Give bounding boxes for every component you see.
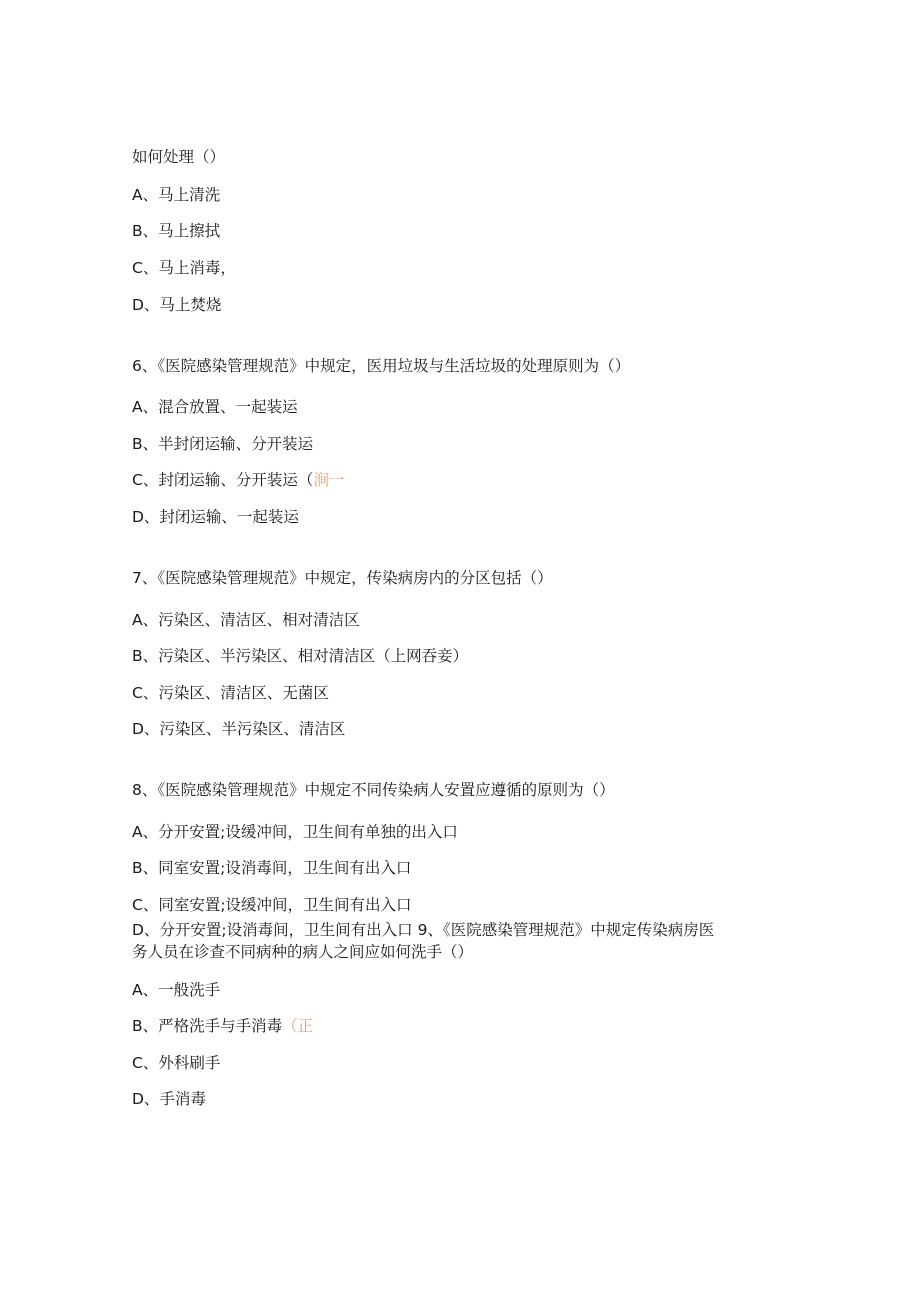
q7-option-d: D、污染区、半污染区、清洁区 bbox=[132, 720, 346, 738]
q6-option-b: B、半封闭运输、分开装运 bbox=[132, 435, 314, 453]
q9-option-d: D、手消毒 bbox=[132, 1090, 206, 1108]
q6-option-d: D、封闭运输、一起装运 bbox=[132, 508, 299, 526]
q8-stem: 8、《医院感染管理规范》中规定不同传染病人安置应遵循的原则为（） bbox=[132, 781, 615, 799]
q5-option-d: D、马上焚烧 bbox=[132, 296, 222, 314]
q8-option-d: D、分开安置;设消毒间，卫生间有出入口 9、《医院感染管理规范》中规定传染病房医 bbox=[132, 921, 715, 939]
q6-stem: 6、《医院感染管理规范》中规定，医用垃圾与生活垃圾的处理原则为（） bbox=[132, 357, 631, 375]
q5-option-c: C、马上消毒， bbox=[132, 259, 236, 277]
q6-option-c-line bbox=[132, 470, 344, 490]
q8-option-b: B、同室安置;设消毒间，卫生间有出入口 bbox=[132, 859, 412, 877]
q5-stem-tail: 如何处理（） bbox=[132, 148, 226, 166]
q6-option-c: C、封闭运输、分开装运（ bbox=[132, 471, 314, 489]
q7-option-b: B、污染区、半污染区、相对清洁区（上网吞妾） bbox=[132, 647, 469, 665]
q9-option-c: C、外科刷手 bbox=[132, 1054, 221, 1072]
q5-option-b: B、马上擦拭 bbox=[132, 222, 221, 240]
q9-stem-cont: 务人员在诊查不同病种的病人之间应如何洗手（） bbox=[132, 943, 474, 961]
q5-option-a: A、马上清洗 bbox=[132, 186, 221, 204]
q7-option-a: A、污染区、清洁区、相对清洁区 bbox=[132, 611, 360, 629]
q9-option-b: B、严格洗手与手消毒 bbox=[132, 1017, 283, 1035]
q9-answer-mark: （正 bbox=[282, 1017, 314, 1035]
q9-option-a: A、一般洗手 bbox=[132, 981, 221, 999]
q7-option-c: C、污染区、清洁区、无菌区 bbox=[132, 684, 329, 702]
q6-option-a: A、混合放置、一起装运 bbox=[132, 398, 298, 416]
q9-option-b-line bbox=[132, 1016, 313, 1036]
q8-option-c: C、同室安置;设缓冲间，卫生间有出入口 bbox=[132, 896, 412, 914]
q8-option-a: A、分开安置;设缓冲间，卫生间有单独的出入口 bbox=[132, 823, 458, 841]
q7-stem: 7、《医院感染管理规范》中规定，传染病房内的分区包括（） bbox=[132, 569, 553, 587]
q6-answer-mark: 涧一 bbox=[313, 471, 345, 489]
